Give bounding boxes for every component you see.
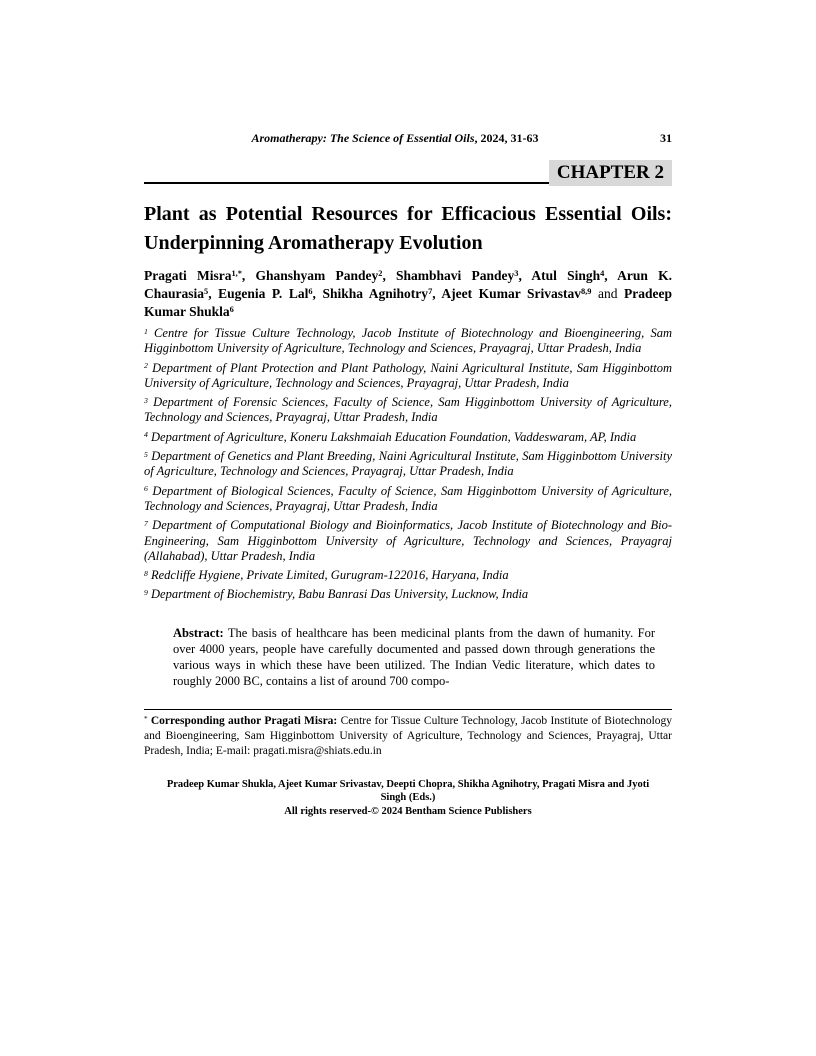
author-affiliation-ref: 5 bbox=[204, 287, 209, 297]
author-list: Pragati Misra$^{1,*}$, Ghanshyam Pandey$^2$, Shambhavi Pandey$^3$, Atul Singh$^4$, Arun K. Chaurasia$^5$, Eugenia P. Lal$^6$, Shikha Agnihotry$^7$, Ajeet Kumar Srivastav$^{8,9}$ and Pradeep Kumar Shukla$^6$ bbox=[144, 268, 673, 319]
author-name: Atul Singh$^4$ bbox=[531, 268, 605, 283]
corresponding-author-note bbox=[144, 714, 672, 759]
author-affiliation-ref: 1,* bbox=[231, 269, 242, 279]
abstract-text: The basis of healthcare has been medicinal plants from the dawn of humanity. For over 4000 years, people have carefully documented and passed down through generations the various ways in which these have been utilized. The Indian Vedic literature, which dates to roughly 2000 BC, contains a list of around 700 compo- bbox=[173, 625, 655, 688]
page-footer bbox=[144, 778, 672, 819]
affiliation-marker: 2 bbox=[144, 361, 148, 371]
affiliation-marker: 9 bbox=[144, 587, 148, 597]
affiliation: $^7$ Department of Computational Biology and Bioinformatics, Jacob Institute of Biotechnology and Bio-Engineering, Sam Higginbottom University of Agriculture, Technology and Sciences, Prayagraj (Allahabad), Uttar Pradesh, India bbox=[144, 518, 672, 563]
author-affiliation-ref: 2 bbox=[378, 269, 383, 279]
author-affiliation-ref: 8,9 bbox=[580, 287, 592, 297]
author-name: Shambhavi Pandey$^3$ bbox=[396, 268, 519, 283]
affiliation-list bbox=[144, 326, 672, 603]
page-number: 31 bbox=[660, 131, 672, 145]
affiliation: $^8$ Redcliffe Hygiene, Private Limited, Gurugram-122016, Haryana, India bbox=[144, 568, 509, 583]
author-name: Pradeep Kumar Shukla$^6$ bbox=[144, 286, 673, 319]
running-head-title bbox=[144, 131, 646, 145]
chapter-label: CHAPTER 2 bbox=[549, 160, 672, 186]
affiliation: $^5$ Department of Genetics and Plant Breeding, Naini Agricultural Institute, Sam Higginbottom University of Agriculture, Technology and Sciences, Prayagraj, Uttar Pradesh, India bbox=[144, 449, 672, 479]
footnote-rule bbox=[144, 709, 672, 710]
footnote-text: Centre for Tissue Culture Technology, Jacob Institute of Biotechnology and Bioengineering, Sam Higginbottom University of Agriculture, Technology and Sciences, Prayagraj, Uttar Pradesh, India; E-mail: pragati.misra@shiats.edu.in bbox=[144, 714, 673, 757]
affiliation: $^9$ Department of Biochemistry, Babu Banrasi Das University, Lucknow, India bbox=[144, 587, 529, 602]
author-conjunction: and bbox=[597, 286, 618, 301]
chapter-rule bbox=[144, 156, 672, 184]
affiliation: $^3$ Department of Forensic Sciences, Faculty of Science, Sam Higginbottom University of Agriculture, Technology and Sciences, Prayagraj, Uttar Pradesh, India bbox=[144, 395, 672, 425]
editors-line-continued: Singh (Eds.) bbox=[380, 792, 436, 804]
affiliation: $^2$ Department of Plant Protection and Plant Pathology, Naini Agricultural Institute, Sam Higginbottom University of Agriculture, Technology and Sciences, Prayagraj, Uttar Pradesh, India bbox=[144, 360, 672, 390]
affiliation: $^6$ Department of Biological Sciences, Faculty of Science, Sam Higginbottom University of Agriculture, Technology and Sciences, Prayagraj, Uttar Pradesh, India bbox=[144, 483, 672, 513]
copyright-line: All rights reserved-© 2024 Bentham Science Publishers bbox=[284, 805, 532, 817]
author-affiliation-ref: 6 bbox=[308, 287, 313, 297]
issue-info: , 2024, 31-63 bbox=[474, 131, 539, 145]
author-affiliation-ref: 6 bbox=[229, 305, 234, 315]
author-name: Eugenia P. Lal$^6$ bbox=[218, 286, 313, 301]
author-affiliation-ref: 7 bbox=[428, 287, 433, 297]
footnote-lead: Corresponding author Pragati Misra: bbox=[150, 714, 338, 727]
affiliation: $^1$ Centre for Tissue Culture Technology, Jacob Institute of Biotechnology and Bioengineering, Sam Higginbottom University of Agriculture, Technology and Sciences, Prayagraj, Uttar Pradesh, India bbox=[144, 326, 672, 356]
affiliation-marker: 7 bbox=[144, 518, 148, 528]
author-name: Ajeet Kumar Srivastav$^{8,9}$ bbox=[441, 286, 592, 301]
affiliation-marker: 3 bbox=[144, 395, 148, 405]
affiliation-marker: 6 bbox=[144, 484, 148, 494]
affiliation-marker: 1 bbox=[144, 326, 148, 336]
running-head bbox=[144, 131, 672, 145]
affiliation-marker: 8 bbox=[144, 568, 148, 578]
author-affiliation-ref: 4 bbox=[600, 269, 605, 279]
editors-line: Pradeep Kumar Shukla, Ajeet Kumar Srivastav, Deepti Chopra, Shikha Agnihotry, Pragati Misra and Jyoti bbox=[166, 778, 650, 790]
footnote-marker: * bbox=[144, 714, 148, 723]
author-name: Arun K. Chaurasia$^5$ bbox=[144, 268, 672, 301]
journal-title: Aromatherapy: The Science of Essential Oils bbox=[251, 131, 475, 145]
abstract-label: Abstract: bbox=[173, 625, 224, 640]
author-affiliation-ref: 3 bbox=[514, 269, 519, 279]
chapter-title: Plant as Potential Resources for Efficacious Essential Oils: Underpinning Aromatherapy Evolution bbox=[144, 203, 672, 254]
abstract bbox=[173, 625, 655, 689]
author-name: Ghanshyam Pandey$^2$ bbox=[255, 268, 383, 283]
author-name: Shikha Agnihotry$^7$ bbox=[322, 286, 433, 301]
affiliation: $^4$ Department of Agriculture, Koneru Lakshmaiah Education Foundation, Vaddeswaram, AP, India bbox=[144, 429, 637, 444]
affiliation-marker: 4 bbox=[144, 430, 148, 440]
affiliation-marker: 5 bbox=[144, 449, 148, 459]
author-name: Pragati Misra$^{1,*}$ bbox=[144, 268, 242, 283]
